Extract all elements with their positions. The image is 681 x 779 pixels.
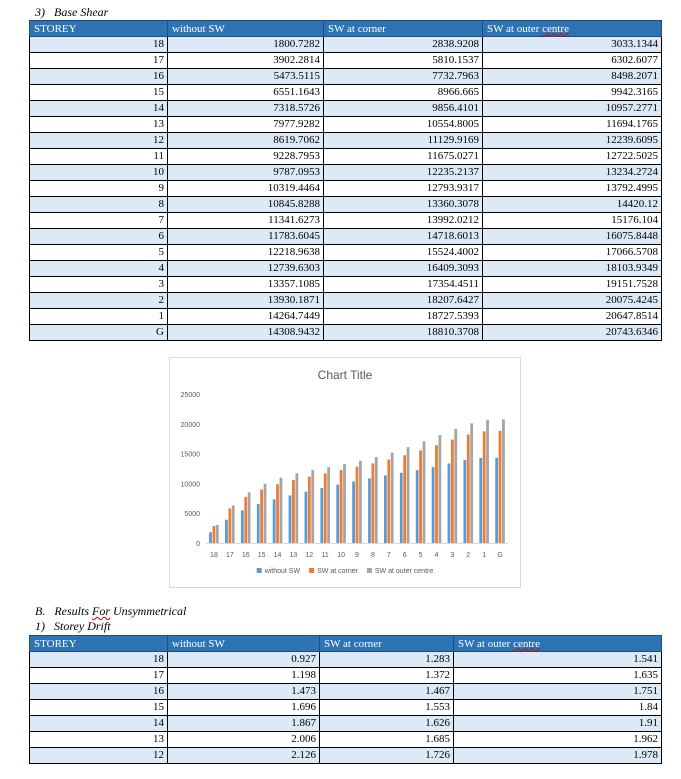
bar bbox=[432, 467, 435, 543]
value-cell: 10319.4464 bbox=[168, 181, 324, 197]
bar bbox=[371, 463, 374, 543]
column-header: without SW bbox=[168, 21, 324, 37]
value-cell: 7318.5726 bbox=[168, 101, 324, 117]
value-cell: 1.283 bbox=[320, 652, 454, 668]
value-cell: 13930.1871 bbox=[168, 293, 324, 309]
value-cell: 1.696 bbox=[168, 700, 320, 716]
storey-cell: 2 bbox=[30, 293, 168, 309]
bar bbox=[499, 431, 502, 543]
bar bbox=[438, 435, 441, 543]
value-cell: 14718.6013 bbox=[324, 229, 483, 245]
value-cell: 2.126 bbox=[168, 748, 320, 764]
value-cell: 1.962 bbox=[454, 732, 662, 748]
bar bbox=[486, 420, 489, 543]
table-row bbox=[30, 181, 662, 197]
base-shear-header-row bbox=[30, 21, 662, 37]
bar bbox=[308, 477, 311, 543]
bar bbox=[276, 484, 279, 543]
storey-cell: 6 bbox=[30, 229, 168, 245]
value-cell: 12239.6095 bbox=[483, 133, 662, 149]
x-tick-label: G bbox=[497, 552, 503, 559]
value-cell: 8619.7062 bbox=[168, 133, 324, 149]
value-cell: 13792.4995 bbox=[483, 181, 662, 197]
x-tick-label: 9 bbox=[355, 552, 359, 559]
value-cell: 13357.1085 bbox=[168, 277, 324, 293]
x-tick-label: 1 bbox=[482, 552, 487, 559]
table-row bbox=[30, 37, 662, 53]
legend-label: SW at corner bbox=[317, 568, 358, 575]
bar bbox=[359, 461, 362, 543]
x-tick-label: 16 bbox=[241, 552, 250, 559]
bar bbox=[209, 532, 212, 543]
x-tick-label: 5 bbox=[418, 552, 423, 559]
value-cell: 13992.0212 bbox=[324, 213, 483, 229]
storey-cell: 18 bbox=[30, 37, 168, 53]
bar bbox=[384, 475, 387, 543]
table-row bbox=[30, 748, 662, 764]
table-row bbox=[30, 101, 662, 117]
y-tick-label: 0 bbox=[196, 541, 200, 548]
value-cell: 18103.9349 bbox=[483, 261, 662, 277]
storey-cell: 12 bbox=[30, 748, 168, 764]
value-cell: 1.467 bbox=[320, 684, 454, 700]
bar bbox=[352, 482, 355, 544]
bar bbox=[305, 492, 308, 543]
table-row bbox=[30, 668, 662, 684]
bar bbox=[403, 455, 406, 543]
storey-cell: 3 bbox=[30, 277, 168, 293]
storey-cell: 9 bbox=[30, 181, 168, 197]
value-cell: 12739.6303 bbox=[168, 261, 324, 277]
column-header-flagged-word: centre bbox=[513, 637, 540, 650]
bar bbox=[467, 434, 470, 543]
bar bbox=[273, 499, 276, 543]
bar bbox=[320, 488, 323, 543]
table-row bbox=[30, 245, 662, 261]
value-cell: 9787.0953 bbox=[168, 165, 324, 181]
value-cell: 8966.665 bbox=[324, 85, 483, 101]
legend-swatch bbox=[309, 568, 314, 573]
value-cell: 3033.1344 bbox=[483, 37, 662, 53]
x-tick-label: 3 bbox=[450, 552, 455, 559]
storey-cell: 5 bbox=[30, 245, 168, 261]
bar bbox=[375, 457, 378, 543]
section-b-suffix: Unsymmetrical bbox=[110, 604, 187, 618]
table-row bbox=[30, 277, 662, 293]
value-cell: 20075.4245 bbox=[483, 293, 662, 309]
bar bbox=[368, 478, 371, 543]
bar bbox=[260, 490, 263, 543]
column-header-text: SW at outer bbox=[487, 22, 543, 35]
y-tick-label: 5000 bbox=[184, 511, 200, 519]
bar bbox=[295, 473, 298, 543]
value-cell: 1.541 bbox=[454, 652, 662, 668]
bar bbox=[289, 495, 292, 543]
base-shear-chart bbox=[169, 357, 521, 588]
value-cell: 10554.8005 bbox=[324, 117, 483, 133]
x-tick-label: 15 bbox=[257, 552, 266, 559]
column-header-text: SW at outer bbox=[458, 637, 514, 650]
bar bbox=[479, 458, 482, 543]
table-row bbox=[30, 261, 662, 277]
storey-cell: 13 bbox=[30, 117, 168, 133]
storey-drift-heading: 1) Storey Drift bbox=[35, 619, 111, 633]
storey-cell: 15 bbox=[30, 700, 168, 716]
x-tick-label: 11 bbox=[321, 552, 329, 559]
storey-cell: 15 bbox=[30, 85, 168, 101]
bar bbox=[225, 520, 228, 543]
value-cell: 13234.2724 bbox=[483, 165, 662, 181]
value-cell: 13360.3078 bbox=[324, 197, 483, 213]
value-cell: 1.635 bbox=[454, 668, 662, 684]
bar bbox=[502, 419, 505, 543]
x-tick-label: 17 bbox=[225, 552, 234, 559]
bar bbox=[356, 467, 359, 543]
bar bbox=[435, 445, 438, 543]
bar bbox=[400, 473, 403, 543]
base-shear-table bbox=[29, 20, 662, 341]
x-tick-label: 14 bbox=[273, 552, 282, 559]
y-tick-label: 20000 bbox=[180, 421, 200, 429]
bar bbox=[213, 526, 216, 543]
table-row bbox=[30, 149, 662, 165]
value-cell: 1.553 bbox=[320, 700, 454, 716]
value-cell: 2838.9208 bbox=[324, 37, 483, 53]
table-row bbox=[30, 117, 662, 133]
value-cell: 20743.6346 bbox=[483, 325, 662, 341]
value-cell: 11129.9169 bbox=[324, 133, 483, 149]
x-tick-label: 8 bbox=[370, 552, 375, 559]
column-header: STOREY bbox=[30, 21, 168, 37]
section-b-heading bbox=[35, 604, 186, 618]
value-cell: 3902.2814 bbox=[168, 53, 324, 69]
table-row bbox=[30, 165, 662, 181]
bar bbox=[244, 497, 247, 543]
storey-drift-table bbox=[29, 635, 662, 764]
value-cell: 18207.6427 bbox=[324, 293, 483, 309]
bar bbox=[327, 467, 330, 543]
bar bbox=[257, 504, 260, 543]
value-cell: 20647.8514 bbox=[483, 309, 662, 325]
value-cell: 9228.7953 bbox=[168, 149, 324, 165]
value-cell: 15176.104 bbox=[483, 213, 662, 229]
bar bbox=[454, 429, 457, 543]
bar bbox=[248, 492, 251, 543]
section-b-flagged-word: For bbox=[92, 604, 110, 618]
storey-cell: 18 bbox=[30, 652, 168, 668]
bar bbox=[463, 460, 466, 543]
storey-cell: 16 bbox=[30, 684, 168, 700]
y-tick-label: 15000 bbox=[180, 451, 200, 459]
storey-cell: 16 bbox=[30, 69, 168, 85]
storey-drift-header-row bbox=[30, 636, 662, 652]
bar bbox=[416, 470, 419, 543]
value-cell: 14420.12 bbox=[483, 197, 662, 213]
bar bbox=[343, 464, 346, 543]
value-cell: 17354.4511 bbox=[324, 277, 483, 293]
value-cell: 12793.9317 bbox=[324, 181, 483, 197]
table-row bbox=[30, 293, 662, 309]
bar bbox=[292, 480, 295, 543]
table-row bbox=[30, 229, 662, 245]
value-cell: 10957.2771 bbox=[483, 101, 662, 117]
value-cell: 7977.9282 bbox=[168, 117, 324, 133]
value-cell: 18727.5393 bbox=[324, 309, 483, 325]
value-cell: 18810.3708 bbox=[324, 325, 483, 341]
table-row bbox=[30, 85, 662, 101]
bar bbox=[228, 508, 231, 543]
bar bbox=[336, 485, 339, 543]
value-cell: 1.473 bbox=[168, 684, 320, 700]
column-header bbox=[483, 21, 662, 37]
bar bbox=[470, 423, 473, 543]
value-cell: 1.867 bbox=[168, 716, 320, 732]
value-cell: 17066.5708 bbox=[483, 245, 662, 261]
table-row bbox=[30, 309, 662, 325]
bar bbox=[216, 525, 219, 543]
bar bbox=[280, 478, 283, 543]
value-cell: 6302.6077 bbox=[483, 53, 662, 69]
storey-cell: G bbox=[30, 325, 168, 341]
value-cell: 1.726 bbox=[320, 748, 454, 764]
table-row bbox=[30, 213, 662, 229]
storey-cell: 10 bbox=[30, 165, 168, 181]
x-tick-label: 12 bbox=[305, 552, 314, 559]
value-cell: 15524.4002 bbox=[324, 245, 483, 261]
table-row bbox=[30, 133, 662, 149]
value-cell: 1.978 bbox=[454, 748, 662, 764]
legend-swatch bbox=[367, 568, 372, 573]
value-cell: 12722.5025 bbox=[483, 149, 662, 165]
storey-cell: 11 bbox=[30, 149, 168, 165]
storey-cell: 17 bbox=[30, 668, 168, 684]
legend-label: without SW bbox=[264, 568, 301, 575]
storey-cell: 1 bbox=[30, 309, 168, 325]
bar bbox=[264, 484, 267, 543]
value-cell: 1.685 bbox=[320, 732, 454, 748]
legend-label: SW at outer centre bbox=[374, 568, 434, 575]
value-cell: 5473.5115 bbox=[168, 69, 324, 85]
value-cell: 11783.6045 bbox=[168, 229, 324, 245]
storey-cell: 12 bbox=[30, 133, 168, 149]
y-tick-label: 10000 bbox=[180, 481, 200, 489]
y-tick-label: 25000 bbox=[180, 392, 200, 399]
legend-swatch bbox=[257, 568, 262, 573]
chart-title: Chart Title bbox=[317, 368, 373, 382]
table-row bbox=[30, 732, 662, 748]
chart-svg bbox=[170, 358, 520, 587]
value-cell: 12235.2137 bbox=[324, 165, 483, 181]
value-cell: 10845.8288 bbox=[168, 197, 324, 213]
storey-cell: 4 bbox=[30, 261, 168, 277]
bar bbox=[391, 453, 394, 543]
value-cell: 1.372 bbox=[320, 668, 454, 684]
table-row bbox=[30, 700, 662, 716]
bar bbox=[241, 510, 244, 543]
column-header: without SW bbox=[168, 636, 320, 652]
bar bbox=[483, 431, 486, 543]
value-cell: 1.626 bbox=[320, 716, 454, 732]
value-cell: 1800.7282 bbox=[168, 37, 324, 53]
bar bbox=[407, 447, 410, 543]
column-header: STOREY bbox=[30, 636, 168, 652]
storey-cell: 7 bbox=[30, 213, 168, 229]
value-cell: 19151.7528 bbox=[483, 277, 662, 293]
value-cell: 9856.4101 bbox=[324, 101, 483, 117]
value-cell: 16409.3093 bbox=[324, 261, 483, 277]
base-shear-heading: 3) Base Shear bbox=[35, 5, 109, 19]
storey-cell: 13 bbox=[30, 732, 168, 748]
bar bbox=[324, 473, 327, 543]
value-cell: 9942.3165 bbox=[483, 85, 662, 101]
table-row bbox=[30, 69, 662, 85]
column-header-flagged-word: centre bbox=[542, 22, 569, 35]
x-tick-label: 7 bbox=[386, 552, 391, 559]
value-cell: 1.91 bbox=[454, 716, 662, 732]
value-cell: 8498.2071 bbox=[483, 69, 662, 85]
value-cell: 2.006 bbox=[168, 732, 320, 748]
value-cell: 7732.7963 bbox=[324, 69, 483, 85]
value-cell: 5810.1537 bbox=[324, 53, 483, 69]
column-header: SW at corner bbox=[324, 21, 483, 37]
bar bbox=[340, 470, 343, 543]
table-row bbox=[30, 684, 662, 700]
storey-cell: 14 bbox=[30, 716, 168, 732]
storey-cell: 14 bbox=[30, 101, 168, 117]
table-row bbox=[30, 652, 662, 668]
value-cell: 11694.1765 bbox=[483, 117, 662, 133]
value-cell: 14308.9432 bbox=[168, 325, 324, 341]
column-header bbox=[454, 636, 662, 652]
value-cell: 11341.6273 bbox=[168, 213, 324, 229]
table-row bbox=[30, 716, 662, 732]
x-tick-label: 4 bbox=[434, 552, 439, 559]
bar bbox=[423, 441, 426, 543]
bar bbox=[495, 458, 498, 543]
value-cell: 12218.9638 bbox=[168, 245, 324, 261]
column-header: SW at corner bbox=[320, 636, 454, 652]
value-cell: 0.927 bbox=[168, 652, 320, 668]
x-tick-label: 2 bbox=[466, 552, 471, 559]
value-cell: 16075.8448 bbox=[483, 229, 662, 245]
bar bbox=[451, 440, 454, 543]
x-tick-label: 10 bbox=[337, 552, 346, 559]
section-b-prefix: B. Results bbox=[35, 604, 92, 618]
value-cell: 11675.0271 bbox=[324, 149, 483, 165]
value-cell: 1.198 bbox=[168, 668, 320, 684]
value-cell: 14264.7449 bbox=[168, 309, 324, 325]
bar bbox=[232, 505, 235, 543]
x-tick-label: 6 bbox=[402, 552, 407, 559]
storey-cell: 8 bbox=[30, 197, 168, 213]
table-row bbox=[30, 325, 662, 341]
table-row bbox=[30, 53, 662, 69]
value-cell: 6551.1643 bbox=[168, 85, 324, 101]
table-row bbox=[30, 197, 662, 213]
bar bbox=[419, 450, 422, 543]
x-tick-label: 18 bbox=[210, 552, 218, 559]
bar bbox=[387, 460, 390, 543]
bar bbox=[448, 463, 451, 543]
value-cell: 1.84 bbox=[454, 700, 662, 716]
value-cell: 1.751 bbox=[454, 684, 662, 700]
storey-cell: 17 bbox=[30, 53, 168, 69]
bar bbox=[311, 470, 314, 543]
x-tick-label: 13 bbox=[289, 552, 298, 559]
